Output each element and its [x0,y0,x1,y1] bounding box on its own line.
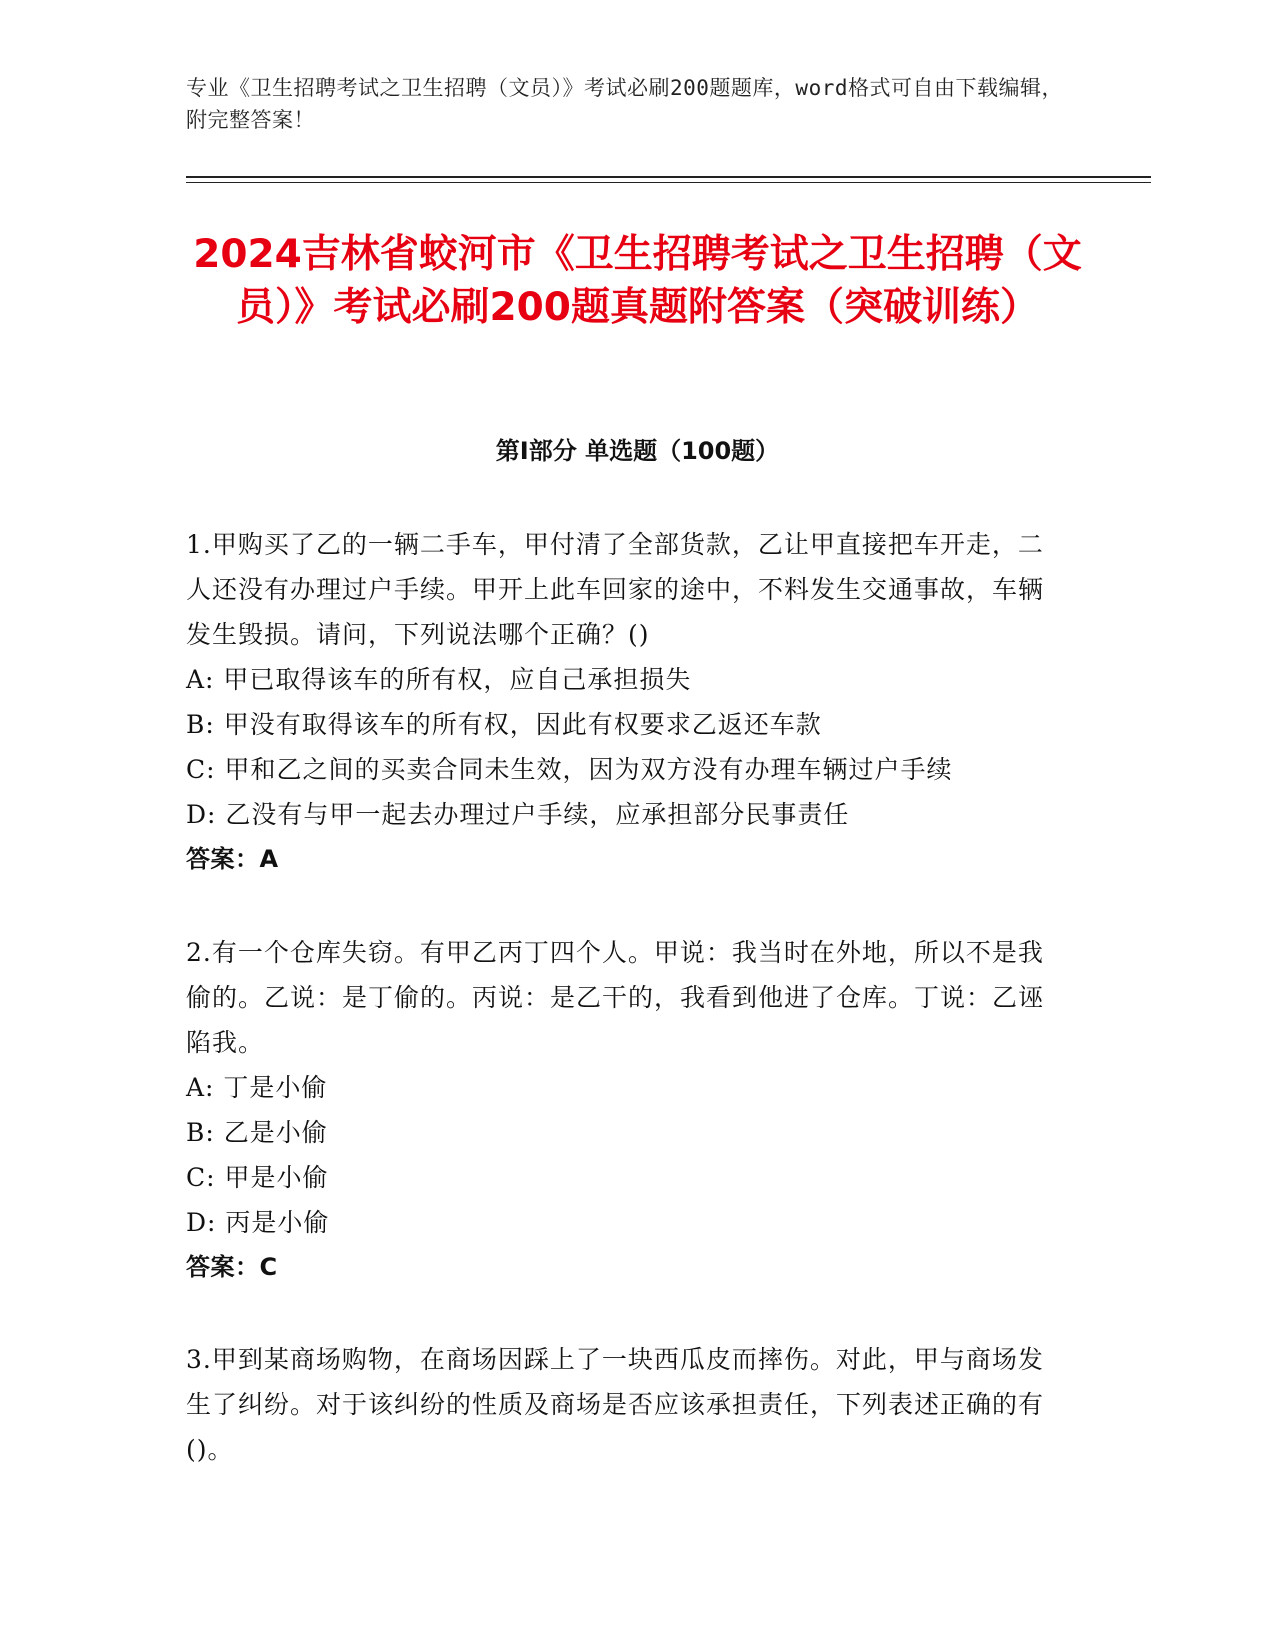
option-d: D: 丙是小偷 [186,1208,330,1237]
question-1 [186,522,1066,882]
option-c: C: 甲和乙之间的买卖合同未生效，因为双方没有办理车辆过户手续 [186,755,953,784]
header-note: 专业《卫生招聘考试之卫生招聘（文员）》考试必刷200题题库，word格式可自由下载编辑，附完整答案！ [186,76,1063,132]
question-stem: 3.甲到某商场购物，在商场因踩上了一块西瓜皮而摔伤。对此，甲与商场发生了纠纷。对于该纠纷的性质及商场是否应该承担责任，下列表述正确的有()。 [186,1345,1045,1464]
document-title: 2024吉林省蛟河市《卫生招聘考试之卫生招聘（文员）》考试必刷200题真题附答案（突破训练） [193,232,1082,330]
question-2 [186,930,1066,1290]
question-3 [186,1337,1066,1472]
answer: 答案：C [186,1253,278,1281]
option-a: A: 甲已取得该车的所有权，应自己承担损失 [186,665,692,694]
option-a: A: 丁是小偷 [186,1073,328,1102]
question-stem: 2.有一个仓库失窃。有甲乙丙丁四个人。甲说：我当时在外地，所以不是我偷的。乙说：是丁偷的。丙说：是乙干的，我看到他进了仓库。丁说：乙诬陷我。 [186,938,1045,1057]
option-b: B: 甲没有取得该车的所有权，因此有权要求乙返还车款 [186,710,822,739]
question-stem: 1.甲购买了乙的一辆二手车，甲付清了全部货款，乙让甲直接把车开走，二人还没有办理过户手续。甲开上此车回家的途中，不料发生交通事故，车辆发生毁损。请问，下列说法哪个正确？() [186,530,1045,649]
option-b: B: 乙是小偷 [186,1118,328,1147]
answer: 答案：A [186,845,279,873]
section-title: 第Ⅰ部分 单选题（100题） [495,437,780,465]
header-rule [186,176,1151,178]
option-d: D: 乙没有与甲一起去办理过户手续，应承担部分民事责任 [186,800,850,829]
option-c: C: 甲是小偷 [186,1163,329,1192]
header-rule-thin [186,182,1151,183]
